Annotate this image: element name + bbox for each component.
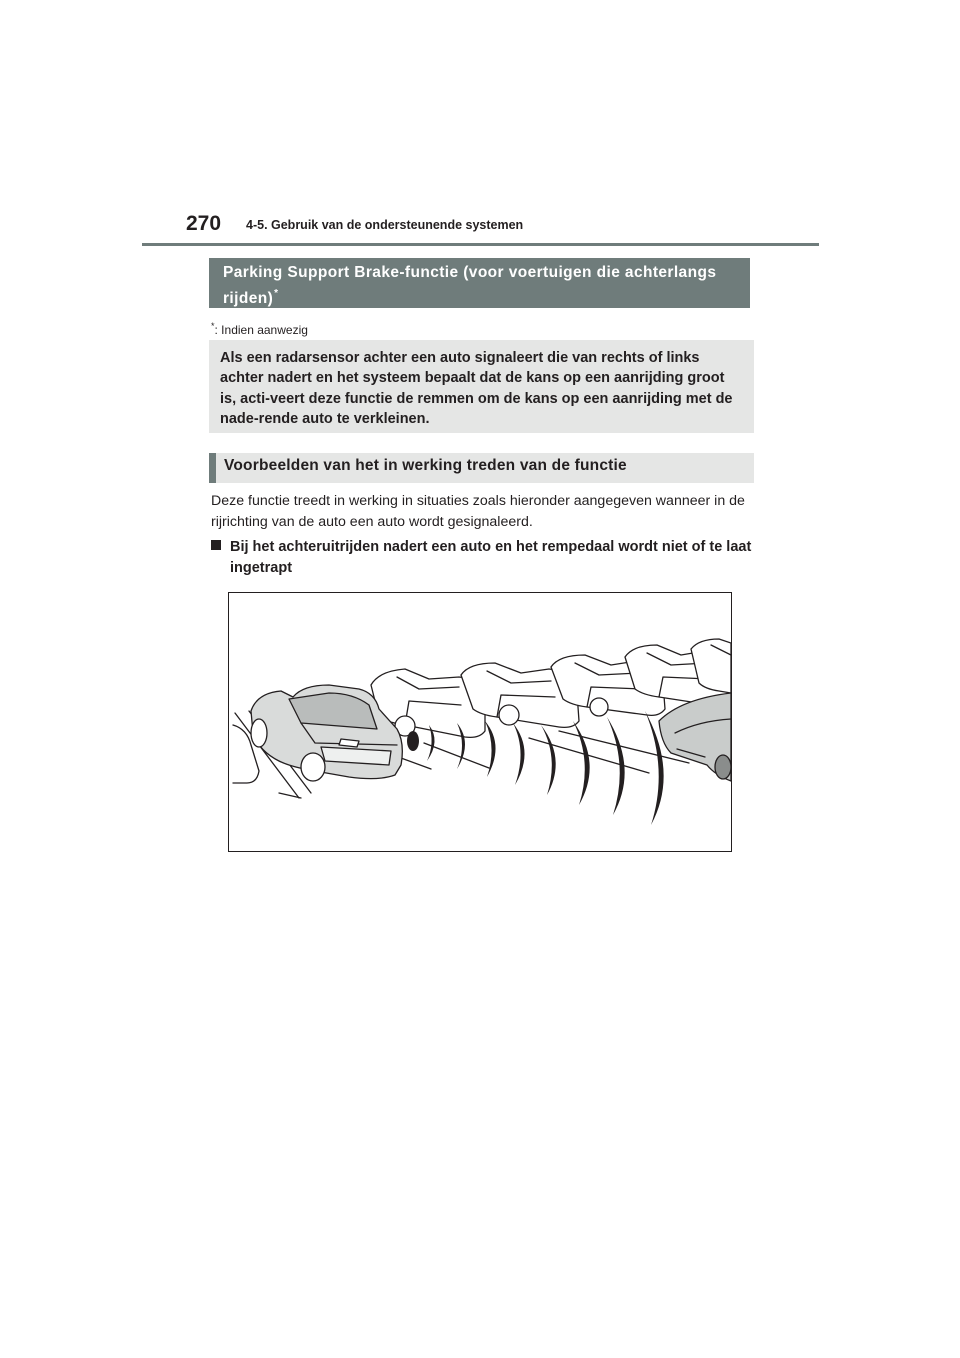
section-title-marker: * bbox=[274, 288, 279, 299]
header-rule bbox=[142, 243, 819, 246]
parking-illustration bbox=[229, 593, 731, 851]
parking-line bbox=[401, 758, 431, 769]
radar-wave bbox=[485, 721, 496, 777]
radar-wave bbox=[513, 723, 525, 785]
footnote-marker: * bbox=[211, 321, 215, 331]
page-number: 270 bbox=[186, 212, 222, 235]
summary-text: Als een radarsensor achter een auto signaleert die van rechts of links achter nadert en het systeem bepaalt dat de kans op een aanrijding groot is, acti-veert deze functie de remmen om de kans op een aanrijding met de nade-rende auto te verkleinen. bbox=[220, 350, 733, 428]
footnote-text: : Indien aanwezig bbox=[214, 323, 308, 337]
body-paragraph: Deze functie treedt in werking in situaties zoals hieronder aangegeven wanneer in de rijrichting van de auto een auto wordt gesignaleerd. bbox=[211, 493, 745, 530]
bullet-item bbox=[211, 537, 756, 579]
radar-sensor bbox=[407, 731, 419, 751]
summary-box bbox=[209, 340, 754, 433]
approaching-car bbox=[659, 693, 731, 781]
section-title-text: Parking Support Brake-functie (voor voertuigen die achterlangs rijden) bbox=[223, 264, 717, 307]
subsection-heading bbox=[209, 453, 754, 483]
square-bullet-icon bbox=[211, 540, 221, 550]
section-title bbox=[209, 258, 750, 308]
illustration-frame bbox=[228, 592, 732, 852]
subsection-heading-text: Voorbeelden van het in werking treden van de functie bbox=[224, 457, 627, 474]
bullet-item-text: Bij het achteruitrijden nadert een auto en het rempedaal wordt niet of te laat ingetrapt bbox=[230, 539, 752, 576]
chapter-title: 4-5. Gebruik van de ondersteunende systemen bbox=[246, 218, 524, 232]
radar-wave bbox=[541, 725, 556, 795]
radar-wave bbox=[607, 717, 625, 815]
radar-wave bbox=[573, 721, 590, 805]
footnote bbox=[211, 321, 308, 337]
